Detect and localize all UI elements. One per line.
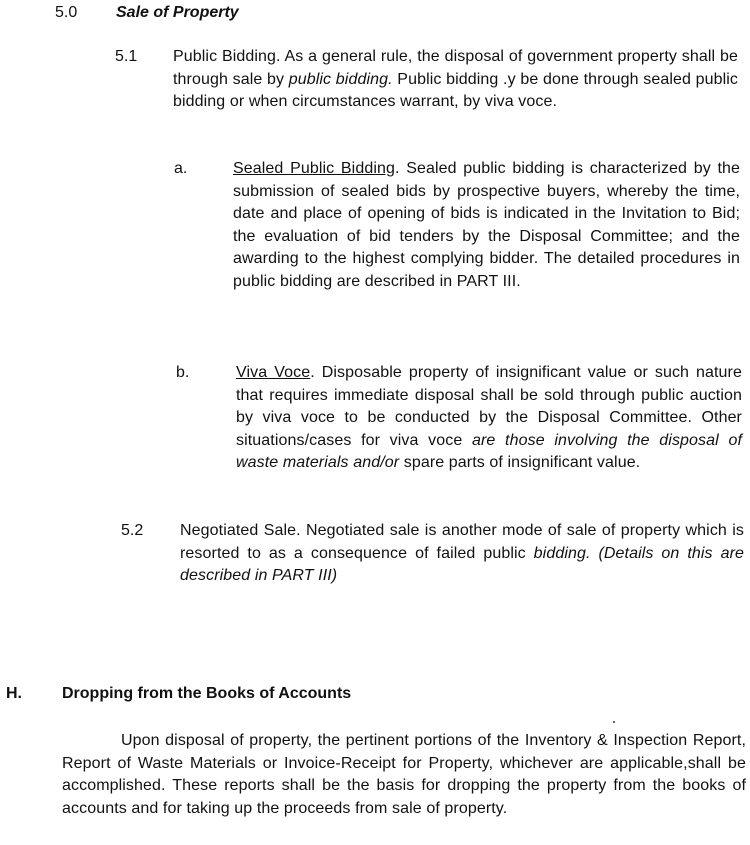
item-a-text xyxy=(233,158,740,293)
subsection-5-2-text-a: Negotiated Sale. Negotiated sale is another mode of sale of property which is resorted to as a consequence of failed public xyxy=(180,522,744,562)
item-b-body-b: spare parts of insignificant value. xyxy=(399,454,641,471)
section-h-text: Upon disposal of property, the pertinent portions of the Inventory & Inspection Report, Report of Waste Materials or Invoice-Receipt for Property, whichever are applicable,shall be accomplished. These reports shall be the basis for dropping the property from the books of accounts and for taking up the proceeds from sale of property. xyxy=(62,732,746,817)
item-letter-b: b. xyxy=(176,364,190,381)
item-letter-a: a. xyxy=(174,160,188,177)
item-b-italic: are those involving the disposal of waste materials and/or xyxy=(236,431,742,471)
subsection-number-5-1: 5.1 xyxy=(115,48,138,65)
subsection-5-1-text-b: Public bidding .y be done through sealed public bidding or when circumstances warrant, by viva voce. xyxy=(173,70,739,110)
item-a-body: . Sealed public bidding is characterized by the submission of sealed bids by prospective buyers, whereby the time, date and place of opening of bids is indicated in the Invitation to Bid; the evaluation of bid tenders by the Disposal Committee; and the awarding to the highest complying bidder. The detailed procedures in public bidding are described in PART III. xyxy=(233,160,741,290)
subsection-number-5-2: 5.2 xyxy=(121,522,144,539)
section-title-sale-of-property: Sale of Property xyxy=(116,4,239,21)
item-a-heading: Sealed Public Bidding xyxy=(233,160,395,177)
section-letter-h: H. xyxy=(6,685,22,702)
subsection-5-1-text xyxy=(173,46,738,114)
subsection-5-2-italic: bidding. (Details on this are described in PART III) xyxy=(180,544,744,584)
section-title-dropping: Dropping from the Books of Accounts xyxy=(62,685,352,702)
item-b-heading: Viva Voce xyxy=(236,364,311,381)
scan-speck xyxy=(613,721,615,723)
section-number-5-0: 5.0 xyxy=(55,4,78,21)
subsection-5-1-italic: public bidding. xyxy=(288,70,393,88)
item-b-text xyxy=(236,362,742,475)
subsection-5-2-text xyxy=(180,520,744,588)
subsection-5-1-text-a: Public Bidding. As a general rule, the disposal of government property shall be through sale by xyxy=(173,48,738,88)
item-b-body-a: . Disposable property of insignificant value or such nature that requires immediate disposal shall be sold through public auction by viva voce to be conducted by the Disposal Committee. Other situations/cases for viva voce xyxy=(236,364,742,449)
